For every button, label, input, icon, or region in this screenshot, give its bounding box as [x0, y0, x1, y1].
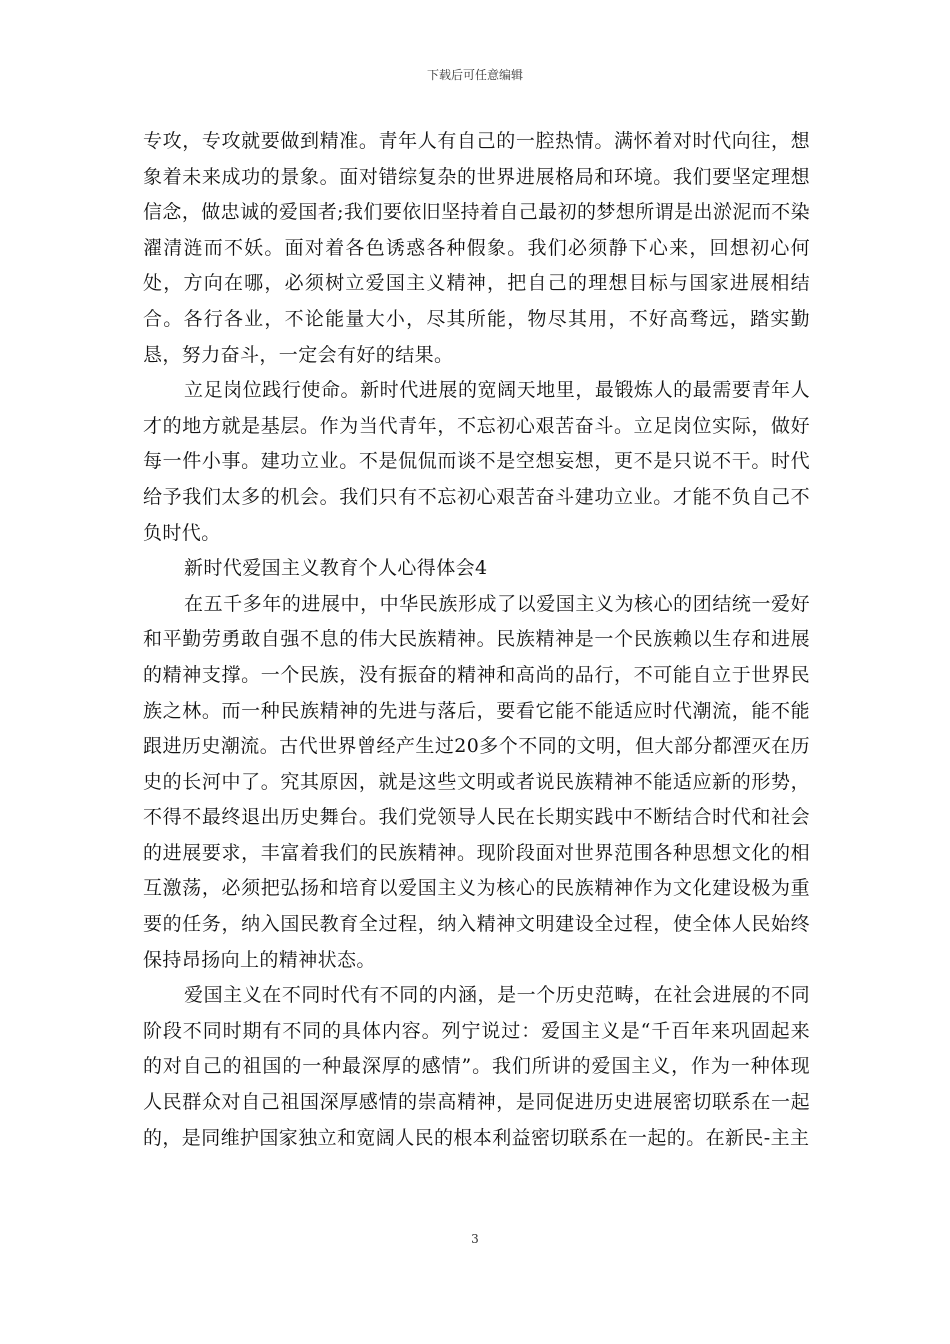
paragraph: 在五千多年的进展中，中华民族形成了以爱国主义为核心的团结统一爱好和平勤劳勇敢自强不息的伟大民族精神。民族精神是一个民族赖以生存和进展的精神支撑。一个民族，没有振奋的精神和高尚的品行，不可能自立于世界民族之林。而一种民族精神的先进与落后，要看它能不能适应时代潮流，能不能跟进历史潮流。古代世界曾经产生过20多个不同的文明，但大部分都湮灭在历史的长河中了。究其原因，就是这些文明或者说民族精神不能适应新的形势，不得不最终退出历史舞台。我们党领导人民在长期实践中不断结合时代和社会的进展要求，丰富着我们的民族精神。现阶段面对世界范围各种思想文化的相互激荡，必须把弘扬和培育以爱国主义为核心的民族精神作为文化建设极为重要的任务，纳入国民教育全过程，纳入精神文明建设全过程，使全体人民始终保持昂扬向上的精神状态。 [143, 592, 810, 971]
paragraph: 专攻，专攻就要做到精准。青年人有自己的一腔热情。满怀着对时代向往，想象着未来成功的景象。面对错综复杂的世界进展格局和环境。我们要坚定理想信念，做忠诚的爱国者;我们要依旧坚持着自己最初的梦想所谓是出淤泥而不染濯清涟而不妖。面对着各色诱惑各种假象。我们必须静下心来，回想初心何处，方向在哪，必须树立爱国主义精神，把自己的理想目标与国家进展相结合。各行各业，不论能量大小，尽其所能，物尽其用，不好高骛远，踏实勤恳，努力奋斗，一定会有好的结果。 [143, 130, 810, 366]
page-header: 下载后可任意编辑 [426, 68, 523, 82]
document-body [143, 124, 810, 1156]
paragraph: 爱国主义在不同时代有不同的内涵，是一个历史范畴，在社会进展的不同阶段不同时期有不同的具体内容。列宁说过：爱国主义是“千百年来巩固起来的对自己的祖国的一种最深厚的感情”。我们所讲的爱国主义，作为一种体现人民群众对自己祖国深厚感情的崇高精神，是同促进历史进展密切联系在一起的，是同维护国家独立和宽阔人民的根本利益密切联系在一起的。在新民-主主 [143, 984, 810, 1149]
section-heading: 新时代爱国主义教育个人心得体会4 [184, 557, 488, 580]
paragraph: 立足岗位践行使命。新时代进展的宽阔天地里，最锻炼人的最需要青年人才的地方就是基层。作为当代青年，不忘初心艰苦奋斗。立足岗位实际，做好每一件小事。建功立业。不是侃侃而谈不是空想妄想，更不是只说不干。时代给予我们太多的机会。我们只有不忘初心艰苦奋斗建功立业。才能不负自己不负时代。 [143, 379, 810, 544]
page-number: 3 [471, 1232, 479, 1246]
